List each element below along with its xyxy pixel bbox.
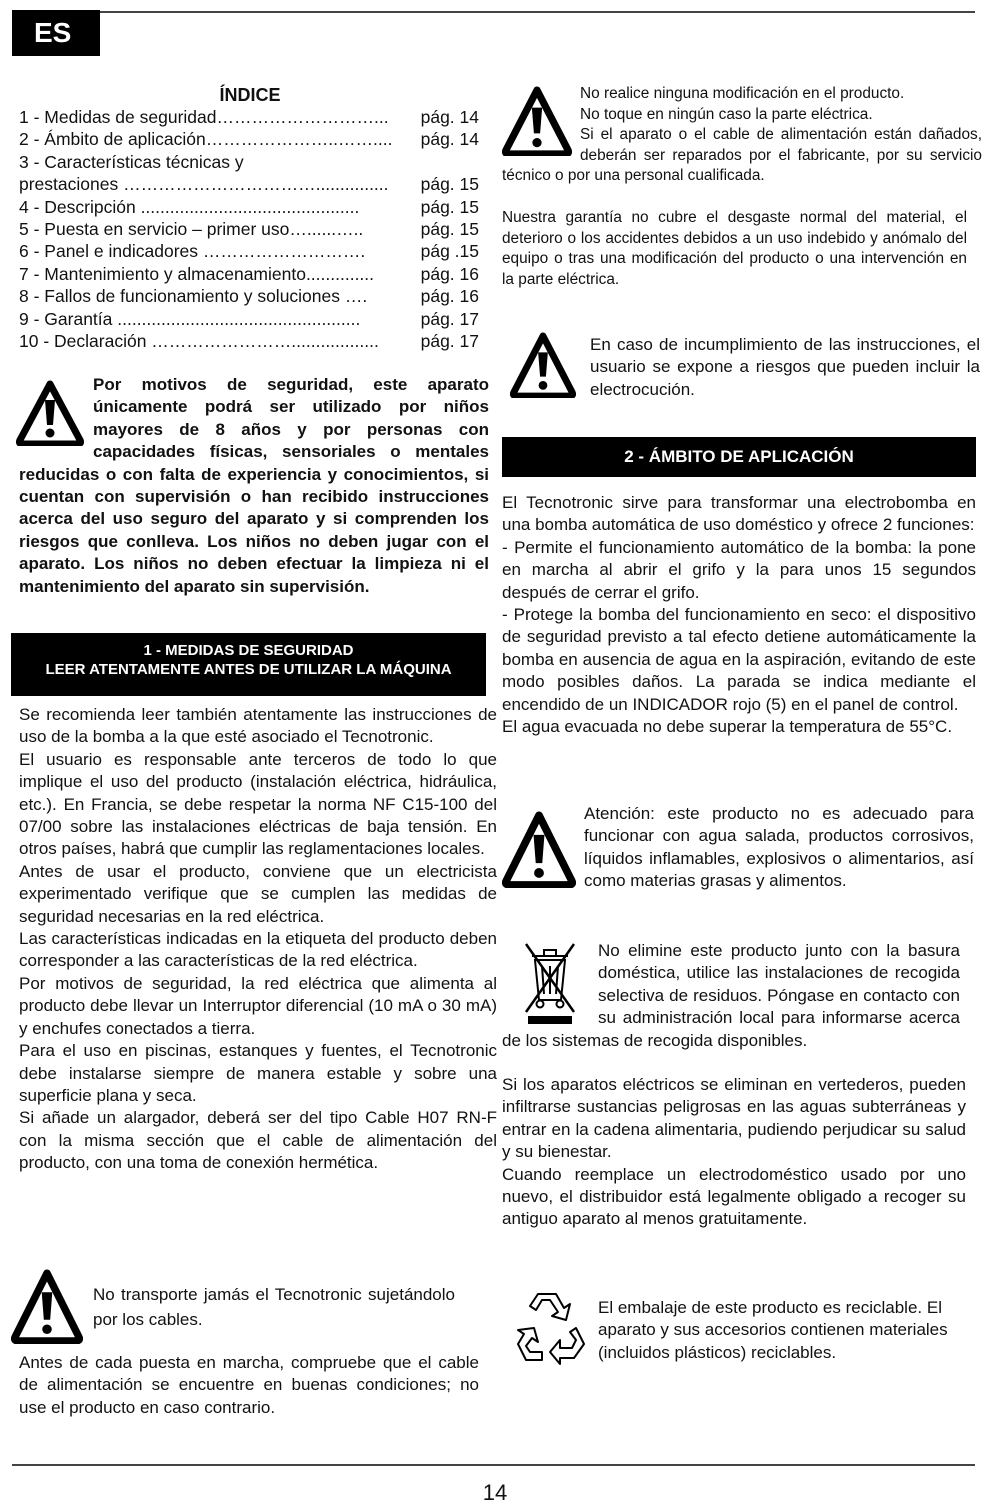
paragraph: Se recomienda leer también atentamente las instrucciones de uso de la bomba a la que esté asociado el Tecnotronic. — [19, 705, 497, 747]
toc-item-page: pág. 15 — [420, 219, 479, 240]
section-2-header: 2 - ÁMBITO DE APLICACIÓN — [502, 437, 976, 477]
section-1-body — [19, 704, 497, 1175]
toc-item-page: pág. 15 — [420, 174, 479, 195]
footer-rule — [12, 1464, 975, 1466]
toc-item-page: pág. 17 — [420, 308, 479, 329]
paragraph: El Tecnotronic sirve para transformar una electrobomba en una bomba automática de uso doméstico y ofrece 2 funciones: — [502, 493, 976, 535]
toc-item-page: pág. 16 — [420, 263, 479, 284]
children-warning: Por motivos de seguridad, este aparato únicamente podrá ser utilizado por niños mayores de 8 años y por personas con capacidades físicas, sensoriales o mentales reducidas o con falta de experiencia y conocimientos, si cuentan con supervisión o han recibido instrucciones acerca del uso seguro del aparato y si comprenden los riesgos que conlleva. Los niños no deben jugar con el aparato. Los niños no deben efectuar la limpieza ni el mantenimiento del aparato sin supervisión. — [19, 375, 489, 596]
toc-item — [19, 240, 479, 262]
toc-item-label: 9 - Garantía .................................................. — [19, 308, 361, 329]
toc-item-page: pág .15 — [420, 241, 479, 262]
paragraph: - Protege la bomba del funcionamiento en seco: el dispositivo de seguridad previsto a tal efecto detiene automáticamente la bomba en ausencia de agua en la aspiración, evitando de este modo posibles daños. La parada se indica mediante el encendido de un INDICADOR rojo (5) en el panel de control. — [502, 605, 976, 714]
attention-warning: Atención: este producto no es adecuado para funcionar con agua salada, productos corrosivos, líquidos inflamables, explosivos o alimentarios, así como materias grasas y alimentos. — [584, 804, 974, 891]
paragraph: Si los aparatos eléctricos se eliminan en vertederos, pueden infiltrarse sustancias peligrosas en las aguas subterráneas y entrar en la cadena alimentaria, pudiendo perjudicar su salud y su bienestar. — [502, 1075, 966, 1162]
warning-icon — [11, 1268, 83, 1344]
warning-icon — [510, 332, 576, 398]
toc-item — [19, 173, 479, 195]
recycle-text: El embalaje de este producto es reciclable. El aparato y sus accesorios contienen materiales (incluidos plásticos) reciclables. — [598, 1298, 948, 1362]
paragraph: Antes de usar el producto, conviene que un electricista experimentado verifique que se cumplen las medidas de seguridad necesarias en la red eléctrica. — [19, 861, 497, 926]
section-1-subtitle: LEER ATENTAMENTE ANTES DE UTILIZAR LA MÁQUINA — [45, 661, 452, 678]
toc-item — [19, 151, 479, 173]
language-badge: ES — [12, 10, 100, 56]
paragraph: Por motivos de seguridad, la red eléctrica que alimenta al producto debe llevar un Interruptor diferencial (10 mA o 30 mA) y enchufes conectados a tierra. — [19, 973, 497, 1038]
toc-title: ÍNDICE — [219, 85, 281, 105]
toc-item-page — [475, 151, 479, 173]
section-1-header — [11, 633, 486, 696]
paragraph: Las características indicadas en la etiqueta del producto deben corresponder a las características de la red eléctrica. — [19, 929, 497, 971]
paragraph: Para el uso en piscinas, estanques y fuentes, el Tecnotronic debe instalarse siempre de manera estable y sobre una superficie plana y seca. — [19, 1041, 497, 1105]
toc-item-label: 1 - Medidas de seguridad………………………... — [19, 107, 389, 127]
toc-item — [19, 196, 479, 218]
toc-item-label: 10 - Declaración …………………….................. — [19, 331, 379, 352]
toc-item-label: prestaciones ……………………………............... — [19, 174, 389, 195]
guarantee-text: Nuestra garantía no cubre el desgaste normal del material, el deterioro o los accidentes debidos a un uso indebido y anómalo del equipo o tras una modificación del producto o una intervención en la parte eléctrica. — [502, 209, 967, 288]
toc-item — [19, 285, 479, 307]
paragraph: El usuario es responsable ante terceros de todo lo que implique el uso del producto (instalación eléctrica, hidráulica, etc.). En Francia, se debe respetar la norma NF C15-100 del 07/00 sobre las instalaciones eléctricas de baja tensión. En otros países, habrá que cumplir las reglamentaciones locales. — [19, 749, 497, 859]
toc-item — [19, 128, 479, 150]
toc-item-label: 2 - Ámbito de aplicación…………………..…….... — [19, 129, 393, 150]
toc-item-page: pág. 14 — [420, 107, 479, 127]
toc-item-page: pág. 17 — [420, 331, 479, 352]
toc-item — [19, 218, 479, 240]
electrocution-warning: En caso de incumplimiento de las instrucciones, el usuario se expone a riesgos que pueden incluir la electrocución. — [590, 335, 980, 399]
toc-item-label: 4 - Descripción ............................................. — [19, 196, 360, 217]
weee-details — [502, 1074, 966, 1231]
paragraph: El agua evacuada no debe superar la temperatura de 55°C. — [502, 717, 953, 737]
weee-text: No elimine este producto junto con la basura doméstica, utilice las instalaciones de recogida selectiva de residuos. Póngase en contacto con su administración local para informarse acerca de los sistemas de recogida disponibles. — [502, 941, 960, 1050]
header-rule — [100, 11, 975, 13]
toc-item-label: 6 - Panel e indicadores ………………………. — [19, 241, 366, 262]
paragraph: Antes de cada puesta en marcha, compruebe que el cable de alimentación se encuentre en buenas condiciones; no use el producto en caso contrario. — [19, 1353, 479, 1417]
toc-item-page: pág. 15 — [420, 196, 479, 217]
toc-item-label: 8 - Fallos de funcionamiento y soluciones …. — [19, 286, 368, 307]
toc-item — [19, 308, 479, 330]
toc-item-label: 3 - Características técnicas y — [19, 151, 244, 172]
toc-item-label: 5 - Puesta en servicio – primer uso…......….. — [19, 219, 364, 240]
toc-item — [19, 330, 479, 352]
table-of-contents — [19, 106, 479, 352]
paragraph: - Permite el funcionamiento automático de la bomba: la pone en marcha al abrir el grifo y la para unos 15 segundos después de cerrar el grifo. — [502, 537, 976, 602]
page-number: 14 — [482, 1480, 508, 1505]
paragraph: Si añade un alargador, deberá ser del tipo Cable H07 RN-F con la misma sección que el cable de alimentación del producto, con una toma de conexión hermética. — [19, 1108, 497, 1173]
section-2-body — [502, 492, 976, 738]
toc-item — [19, 106, 479, 128]
toc-item-page: pág. 16 — [420, 286, 479, 307]
section-1-title: 1 - MEDIDAS DE SEGURIDAD — [143, 642, 354, 659]
transport-warning: No transporte jamás el Tecnotronic sujetándolo por los cables. — [93, 1285, 455, 1329]
modification-warning: No realice ninguna modificación en el producto. No toque en ningún caso la parte eléctrica. Si el aparato o el cable de alimentación están dañados, deberán ser reparados por el fabricante, por su servicio técnico o por una personal cualificada. — [502, 85, 982, 185]
recycle-icon — [512, 1288, 590, 1366]
toc-item — [19, 263, 479, 285]
paragraph: Cuando reemplace un electrodoméstico usado por uno nuevo, el distribuidor está legalmente obligado a recoger su antiguo aparato al menos gratuitamente. — [502, 1164, 966, 1229]
toc-item-label: 7 - Mantenimiento y almacenamiento.............. — [19, 263, 375, 284]
toc-item-page: pág. 14 — [420, 129, 479, 150]
